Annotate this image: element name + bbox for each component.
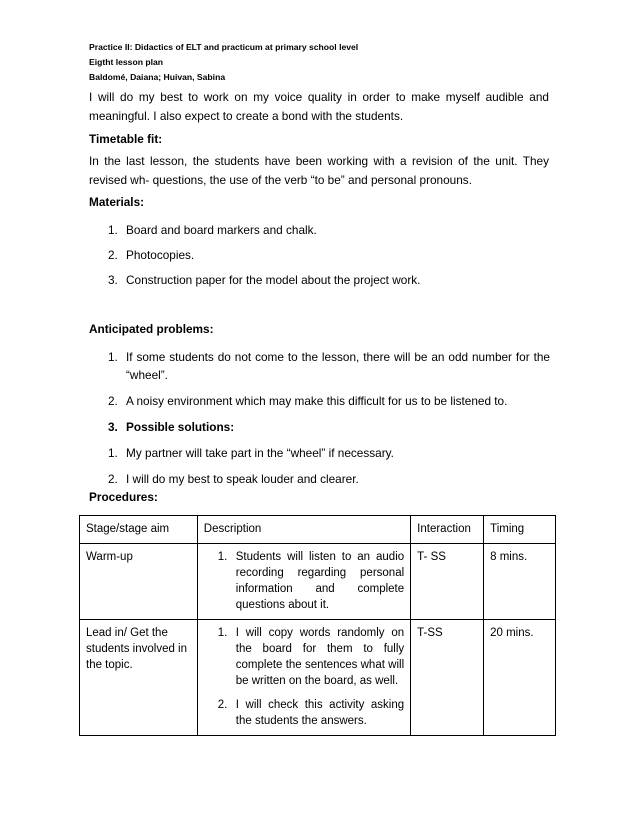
list-item: 2. A noisy environment which may make this difficult for us to be listened to. xyxy=(108,394,508,408)
description-cell xyxy=(197,620,410,736)
timetable-heading: Timetable fit: xyxy=(89,132,163,146)
description-cell xyxy=(197,544,410,620)
procedures-heading: Procedures: xyxy=(89,490,158,504)
list-item: 1. My partner will take part in the “wheel” if necessary. xyxy=(108,446,394,460)
stage-cell: Warm-up xyxy=(80,544,198,620)
interaction-cell: T-SS xyxy=(411,620,484,736)
list-item: 1. Board and board markers and chalk. xyxy=(108,223,317,237)
solutions-heading: 3. Possible solutions: xyxy=(108,420,235,434)
procedures-table xyxy=(79,515,556,736)
list-item: 2. Photocopies. xyxy=(108,248,195,262)
list-item: 3. Construction paper for the model about the project work. xyxy=(108,273,421,287)
list-item: 1. If some students do not come to the lesson, there will be an odd number for the “wheel”. xyxy=(108,350,550,382)
stage-cell: Lead in/ Get the students involved in the topic. xyxy=(80,620,198,736)
problems-list xyxy=(108,348,550,488)
column-header: Timing xyxy=(484,516,556,544)
materials-list xyxy=(108,221,550,289)
column-header: Stage/stage aim xyxy=(80,516,198,544)
problems-heading: Anticipated problems: xyxy=(89,322,214,336)
timing-cell: 8 mins. xyxy=(484,544,556,620)
table-row xyxy=(80,620,556,736)
list-item: 2. I will do my best to speak louder and clearer. xyxy=(108,472,359,486)
list-item: 1. I will copy words randomly on the board for them to fully complete the sentences what will be written on the board, as well. xyxy=(217,627,405,687)
column-header: Interaction xyxy=(411,516,484,544)
column-header: Description xyxy=(197,516,410,544)
table-row xyxy=(80,544,556,620)
timing-cell: 20 mins. xyxy=(484,620,556,736)
materials-heading: Materials: xyxy=(89,195,145,209)
interaction-cell: T- SS xyxy=(411,544,484,620)
list-item: 1. Students will listen to an audio recording regarding personal information and complete questions about it. xyxy=(217,551,405,611)
authors: Baldomé, Daiana; Huivan, Sabina xyxy=(89,72,226,82)
intro-paragraph: I will do my best to work on my voice quality in order to make myself audible and meaningful. I also expect to create a bond with the students. xyxy=(89,90,549,123)
course-title: Practice II: Didactics of ELT and practicum at primary school level xyxy=(89,42,359,52)
document-header xyxy=(89,40,358,85)
lesson-plan-number: Eigtht lesson plan xyxy=(89,57,164,67)
table-header-row xyxy=(80,516,556,544)
list-item: 2. I will check this activity asking the students the answers. xyxy=(217,699,405,727)
timetable-paragraph: In the last lesson, the students have been working with a revision of the unit. They revised wh- questions, the use of the verb “to be” and personal pronouns. xyxy=(89,154,549,187)
